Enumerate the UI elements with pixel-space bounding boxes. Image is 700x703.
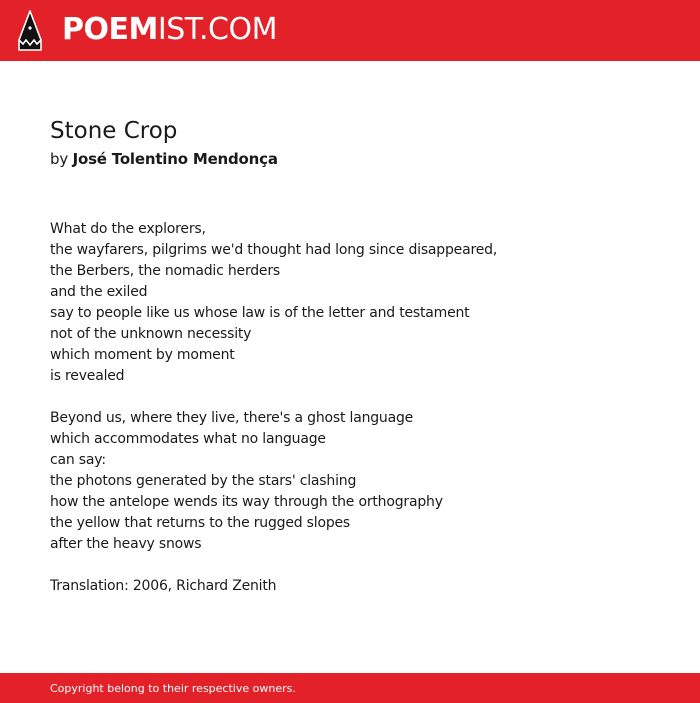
pen-nib-icon[interactable] — [17, 10, 43, 51]
poem-line: is revealed — [50, 368, 125, 384]
poem-line: What do the explorers, — [50, 221, 206, 237]
poem-line: which accommodates what no language — [50, 431, 326, 447]
poem-stanza — [50, 408, 670, 555]
poem-line: and the exiled — [50, 284, 148, 300]
poem-stanza — [50, 219, 670, 387]
poem-line: say to people like us whose law is of the letter and testament — [50, 305, 470, 321]
byline-prefix: by — [50, 150, 68, 168]
poem-author[interactable]: José Tolentino Mendonça — [72, 150, 278, 168]
logo-text-light: IST.COM — [157, 12, 277, 47]
poem-line: which moment by moment — [50, 347, 235, 363]
site-logo[interactable] — [62, 12, 277, 48]
poem-line: the photons generated by the stars' clashing — [50, 473, 357, 489]
poem-line: not of the unknown necessity — [50, 326, 252, 342]
poem-byline — [50, 146, 670, 172]
site-footer — [0, 673, 700, 703]
poem-line: the Berbers, the nomadic herders — [50, 263, 281, 279]
poem-line: Beyond us, where they live, there's a ghost language — [50, 410, 414, 426]
poem-line: can say: — [50, 452, 106, 468]
copyright-notice: Copyright belong to their respective owners. — [50, 682, 296, 695]
poem-line: how the antelope wends its way through the orthography — [50, 494, 443, 510]
poem-line: the wayfarers, pilgrims we'd thought had long since disappeared, — [50, 242, 498, 258]
logo-text-bold: POEM — [62, 12, 158, 47]
site-header — [0, 0, 700, 61]
poem-line: the yellow that returns to the rugged slopes — [50, 515, 351, 531]
poem-line: after the heavy snows — [50, 536, 202, 552]
poem-heading — [50, 116, 670, 172]
translation-credit: Translation: 2006, Richard Zenith — [50, 578, 277, 594]
poem-title: Stone Crop — [50, 118, 178, 144]
poem-body — [50, 219, 670, 597]
